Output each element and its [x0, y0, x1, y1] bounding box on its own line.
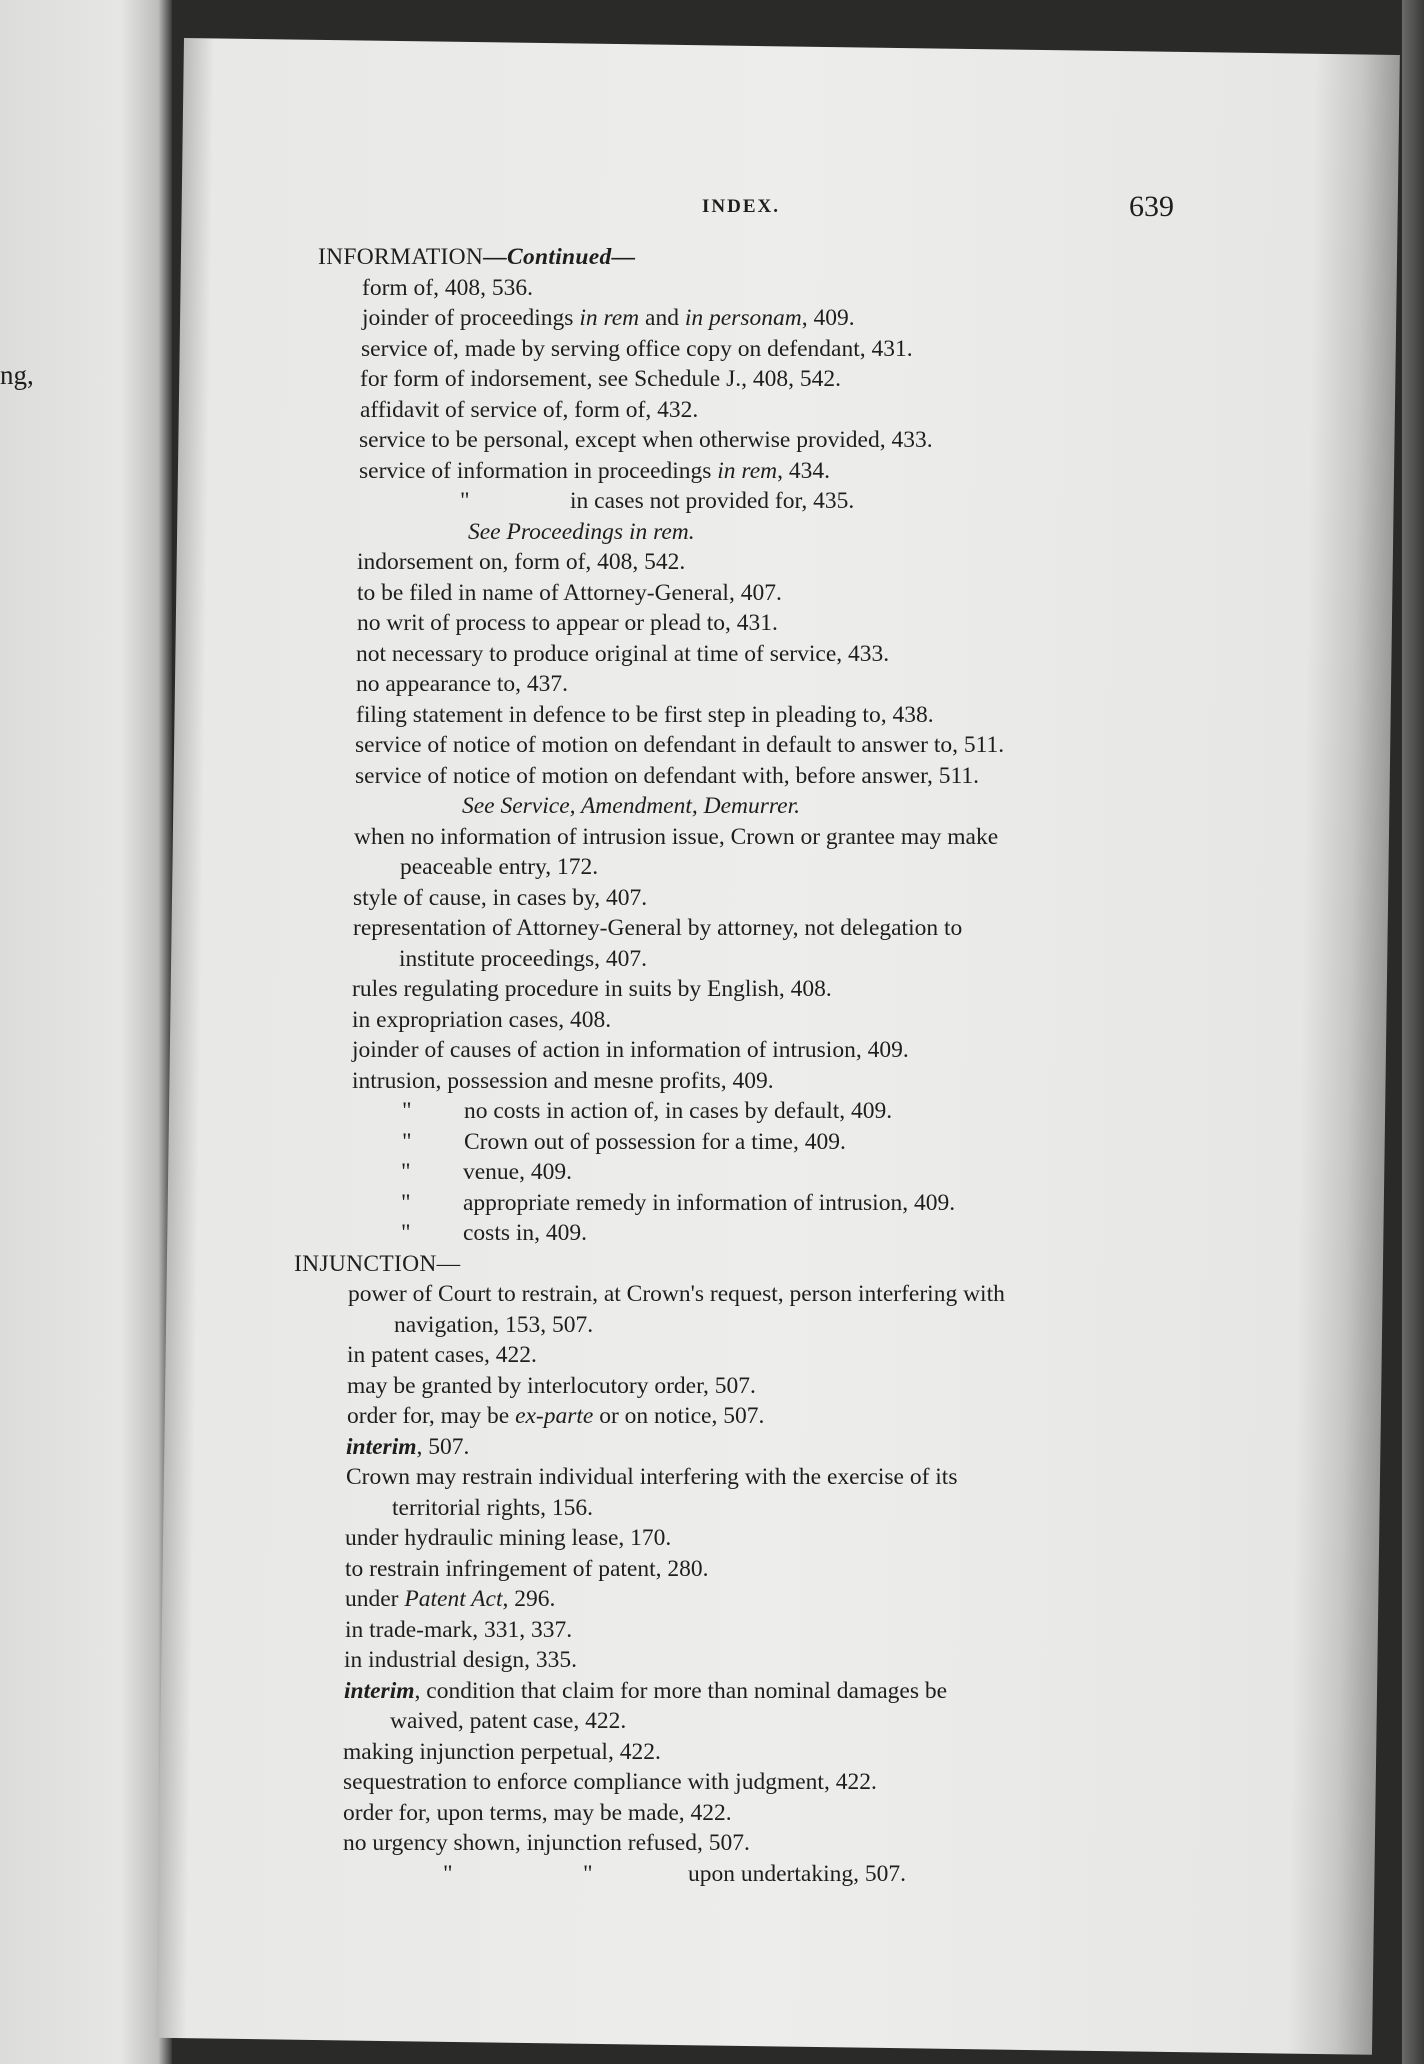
latin-term: interim: [344, 1677, 415, 1704]
index-heading-information: [318, 242, 1172, 273]
ditto-mark: ": [402, 1128, 412, 1155]
ditto-mark: ": [401, 1189, 411, 1216]
index-entry-ditto: [304, 1127, 1172, 1158]
entry-text: or on notice, 507.: [593, 1403, 765, 1429]
index-entry: to be filed in name of Attorney-General, 407.: [357, 579, 782, 606]
book-edge-shadow: [1402, 0, 1424, 2064]
index-entry: may be granted by interlocutory order, 507.: [347, 1372, 756, 1399]
entry-text: no costs in action of, in cases by default, 409.: [464, 1098, 893, 1124]
index-entry: in industrial design, 335.: [344, 1647, 578, 1673]
index-page-text: [294, 190, 1174, 1889]
index-entry: no writ of process to appear or plead to, 431.: [357, 610, 778, 636]
entry-text: venue, 409.: [463, 1159, 572, 1185]
statute-title: Patent Act: [404, 1586, 503, 1612]
ditto-mark: ": [401, 1220, 411, 1246]
latin-term: ex-parte: [515, 1403, 594, 1429]
entry-text: appropriate remedy in information of intrusion, 409.: [463, 1189, 956, 1216]
heading-text: INFORMATION: [318, 244, 484, 270]
facing-page-edge: [0, 0, 172, 2064]
index-entry-ditto: [304, 1096, 1172, 1127]
index-entry: no urgency shown, injunction refused, 507.: [343, 1830, 750, 1856]
index-entry: [299, 1401, 1172, 1432]
index-entry: rules regulating procedure in suits by English, 408.: [352, 976, 832, 1002]
index-entry-ditto: [312, 486, 1172, 517]
cross-reference: See Service, Amendment, Demurrer.: [462, 793, 801, 819]
ditto-mark: ": [460, 488, 470, 514]
index-entry: Crown may restrain individual interfering with the exercise of its: [346, 1464, 958, 1490]
index-entry: representation of Attorney-General by attorney, not delegation to: [353, 915, 963, 941]
index-entry: to restrain infringement of patent, 280.: [345, 1555, 709, 1582]
index-entry: in trade-mark, 331, 337.: [345, 1616, 573, 1643]
index-entry-continuation: territorial rights, 156.: [392, 1494, 594, 1521]
index-entry: joinder of causes of action in information of intrusion, 409.: [352, 1037, 909, 1063]
index-entry: service of notice of motion on defendant with, before answer, 511.: [355, 762, 980, 789]
index-entry-continuation: waived, patent case, 422.: [390, 1708, 627, 1734]
index-entry: not necessary to produce original at time of service, 433.: [356, 640, 890, 667]
entry-text: , 409.: [801, 305, 855, 331]
index-entry: for form of indorsement, see Schedule J., 408, 542.: [360, 366, 841, 392]
entry-text: Crown out of possession for a time, 409.: [464, 1128, 846, 1155]
index-entry: sequestration to enforce compliance with judgment, 422.: [343, 1769, 877, 1795]
index-entry: [314, 303, 1172, 334]
index-entry-continuation: peaceable entry, 172.: [400, 854, 599, 880]
index-entry-ditto: [303, 1218, 1172, 1249]
index-entry: in expropriation cases, 408.: [352, 1006, 612, 1033]
index-entry: filing statement in defence to be first step in pleading to, 438.: [356, 701, 934, 728]
page-header: [312, 190, 1174, 242]
ditto-mark: ": [401, 1159, 411, 1185]
ditto-mark: ": [402, 1098, 412, 1124]
index-entry: order for, upon terms, may be made, 422.: [343, 1799, 732, 1826]
entry-text: joinder of proceedings: [362, 305, 580, 331]
running-head: INDEX.: [702, 196, 780, 217]
entry-text: costs in, 409.: [463, 1220, 588, 1246]
entry-text: and: [639, 305, 685, 331]
facing-page-fragment: ng,: [0, 360, 34, 390]
index-entry: form of, 408, 536.: [362, 274, 534, 301]
index-entry: style of cause, in cases by, 407.: [353, 884, 648, 911]
index-entry: in patent cases, 422.: [347, 1342, 537, 1368]
index-entry: [297, 1584, 1172, 1615]
page-number: 639: [1129, 190, 1174, 223]
index-entry: power of Court to restrain, at Crown's request, person interfering with: [348, 1281, 1005, 1307]
latin-term: in rem: [717, 457, 778, 484]
entry-text: upon undertaking, 507.: [688, 1860, 906, 1887]
index-entry: under hydraulic mining lease, 170.: [345, 1525, 672, 1551]
index-entry: service of notice of motion on defendant in default to answer to, 511.: [355, 732, 1005, 758]
index-entry: [298, 1432, 1172, 1463]
entry-text: , 434.: [777, 457, 830, 484]
index-entry: no appearance to, 437.: [356, 671, 569, 697]
continued-label: —Continued—: [483, 244, 636, 270]
index-entry: intrusion, possession and mesne profits, 409.: [352, 1067, 774, 1094]
index-entry-continuation: institute proceedings, 407.: [399, 945, 648, 972]
index-entry: [311, 456, 1172, 487]
index-entry: service of, made by serving office copy on defendant, 431.: [361, 335, 913, 362]
index-entry-ditto: [303, 1188, 1172, 1219]
index-entry: affidavit of service of, form of, 432.: [360, 396, 699, 423]
entry-text: under: [345, 1586, 405, 1612]
index-heading-injunction: INJUNCTION—: [294, 1250, 461, 1277]
index-entry: making injunction perpetual, 422.: [343, 1738, 661, 1765]
index-entry: indorsement on, form of, 408, 542.: [357, 549, 686, 575]
ditto-mark: ": [443, 1860, 453, 1887]
ditto-mark: ": [583, 1860, 593, 1887]
index-entry-continuation: navigation, 153, 507.: [394, 1311, 594, 1338]
entry-text: order for, may be: [347, 1403, 516, 1429]
index-entry: service to be personal, except when otherwise provided, 433.: [359, 427, 933, 453]
index-entry: [296, 1676, 1172, 1707]
entry-text: in cases not provided for, 435.: [570, 488, 855, 514]
latin-term: in rem: [579, 305, 640, 331]
index-entry-ditto: [295, 1859, 1172, 1890]
entry-text: , 507.: [416, 1433, 470, 1460]
entry-text: , condition that claim for more than nominal damages be: [414, 1677, 948, 1704]
latin-term: interim: [346, 1433, 417, 1460]
index-entry-ditto: [303, 1157, 1172, 1188]
cross-reference: See Proceedings in rem.: [468, 518, 695, 545]
index-entry: when no information of intrusion issue, Crown or grantee may make: [354, 823, 999, 850]
latin-term: in personam: [684, 305, 802, 331]
entry-text: service of information in proceedings: [359, 457, 718, 484]
entry-text: , 296.: [502, 1586, 556, 1612]
